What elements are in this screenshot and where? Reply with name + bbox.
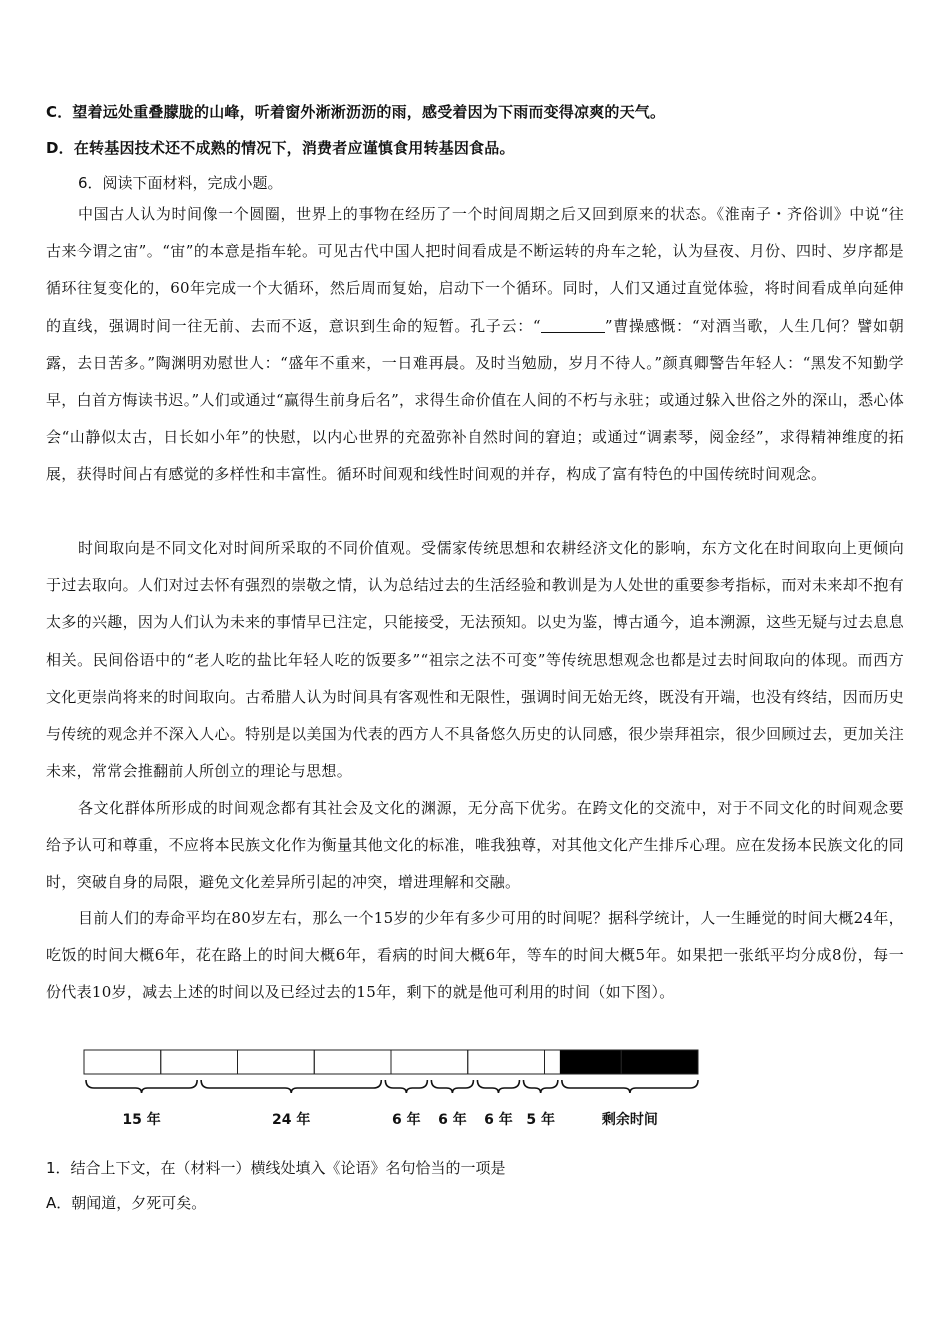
paragraph-1-text-a: 中国古人认为时间像一个圆圈，世界上的事物在经历了一个时间周期之后又回到原来的状态。《淮南子・齐俗训》中说“往古来今谓之宙”。“宙”的本意是指车轮。可见古代中国人把时间看成是不断运转的舟车之轮，认为昼夜、月份、四时、岁序都是循环往复变化的，60年完成一个大循环，然后周而复始，启动下一个循环。同时，人们又通过直觉体验，将时间看成单向延伸的直线，强调时间一往无前、去而不返，意识到生命的短暂。孔子云：“ bbox=[46, 205, 904, 335]
segment-box bbox=[238, 1050, 315, 1074]
segment-box bbox=[391, 1050, 468, 1074]
paragraph-1 bbox=[46, 196, 904, 494]
segment-labels bbox=[122, 1111, 658, 1128]
segment-brace bbox=[523, 1080, 557, 1093]
segment-label: 6 年 bbox=[392, 1112, 421, 1128]
question-1-stem: 1．结合上下文，在（材料一）横线处填入《论语》名句恰当的一项是 bbox=[46, 1159, 506, 1177]
segment-brace bbox=[86, 1080, 197, 1093]
segment-label: 15 年 bbox=[122, 1112, 161, 1128]
segment-braces bbox=[86, 1080, 698, 1093]
segment-brace bbox=[562, 1080, 698, 1093]
paragraph-2: 时间取向是不同文化对时间所采取的不同价值观。受儒家传统思想和农耕经济文化的影响，东方文化在时间取向上更倾向于过去取向。人们对过去怀有强烈的崇敬之情，认为总结过去的生活经验和教训是为人处世的重要参考指标，而对未来却不抱有太多的兴趣，因为人们认为未来的事情早已注定，只能接受，无法预知。以史为鉴，博古通今，追本溯源，这些无疑与过去息息相关。民间俗语中的“老人吃的盐比年轻人吃的饭要多”“祖宗之法不可变”等传统思想观念也都是过去时间取向的体现。而西方文化更崇尚将来的时间取向。古希腊人认为时间具有客观性和无限性，强调时间无始无终，既没有开端，也没有终结，因而历史与传统的观念并不深入人心。特别是以美国为代表的西方人不具备悠久历史的认同感，很少崇拜祖宗，很少回顾过去，更加关注未来，常常会推翻前人所创立的理论与思想。 bbox=[46, 539, 904, 781]
segment-label: 6 年 bbox=[484, 1112, 513, 1128]
fill-in-blank bbox=[541, 317, 605, 333]
paragraph-1-text-b: ”曹操感慨：“对酒当歌，人生几何？譬如朝露，去日苦多。”陶渊明劝慰世人：“盛年不重来，一日难再晨。及时当勉励，岁月不待人。”颜真卿警告年轻人：“黑发不知勤学早，白首方悔读书迟。”人们或通过“赢得生前身后名”，求得生命价值在人间的不朽与永驻；或通过躲入世俗之外的深山，悉心体会“山静似太古，日长如小年”的快慰，以内心世界的充盈弥补自然时间的窘迫；或通过“调素琴，阅金经”，求得精神维度的拓展，获得时间占有感觉的多样性和丰富性。循环时间观和线性时间观的并存，构成了富有特色的中国传统时间观念。 bbox=[46, 316, 904, 484]
segment-brace bbox=[385, 1080, 427, 1093]
segment-box bbox=[84, 1050, 161, 1074]
option-c: C．望着远处重叠朦胧的山峰，听着窗外淅淅沥沥的雨，感受着因为下雨而变得凉爽的天气。 bbox=[46, 103, 666, 121]
paragraph-4: 目前人们的寿命平均在80岁左右，那么一个15岁的少年有多少可用的时间呢？据科学统计，人一生睡觉的时间大概24年，吃饭的时间大概6年，花在路上的时间大概6年，看病的时间大概6年，等车的时间大概5年。如果把一张纸平均分成8份，每一份代表10岁，减去上述的时间以及已经过去的15年，剩下的就是他可利用的时间（如下图）。 bbox=[46, 909, 904, 1002]
segment-box bbox=[161, 1050, 238, 1074]
segment-box bbox=[314, 1050, 391, 1074]
paragraph-3: 各文化群体所形成的时间观念都有其社会及文化的渊源，无分高下优劣。在跨文化的交流中，对于不同文化的时间观念要给予认可和尊重，不应将本民族文化作为衡量其他文化的标准，唯我独尊，对其他文化产生排斥心理。应在发扬本民族文化的同时，突破自身的局限，避免文化差异所引起的冲突，增进理解和交融。 bbox=[46, 799, 904, 892]
segment-label: 5 年 bbox=[526, 1112, 555, 1128]
question-1-option-a: A．朝闻道，夕死可矣。 bbox=[46, 1194, 207, 1212]
remaining-time-fill bbox=[560, 1050, 698, 1074]
segment-label: 6 年 bbox=[438, 1112, 467, 1128]
segment-brace bbox=[201, 1080, 381, 1093]
lifetime-diagram bbox=[80, 1040, 710, 1140]
segment-brace bbox=[477, 1080, 519, 1093]
segment-label: 24 年 bbox=[272, 1112, 311, 1128]
question-6-heading: 6．阅读下面材料，完成小题。 bbox=[78, 174, 283, 192]
segment-boxes bbox=[84, 1050, 698, 1074]
segment-box bbox=[468, 1050, 545, 1074]
segment-brace bbox=[431, 1080, 473, 1093]
segment-label: 剩余时间 bbox=[601, 1112, 658, 1128]
option-d: D．在转基因技术还不成熟的情况下，消费者应谨慎食用转基因食品。 bbox=[46, 139, 515, 157]
